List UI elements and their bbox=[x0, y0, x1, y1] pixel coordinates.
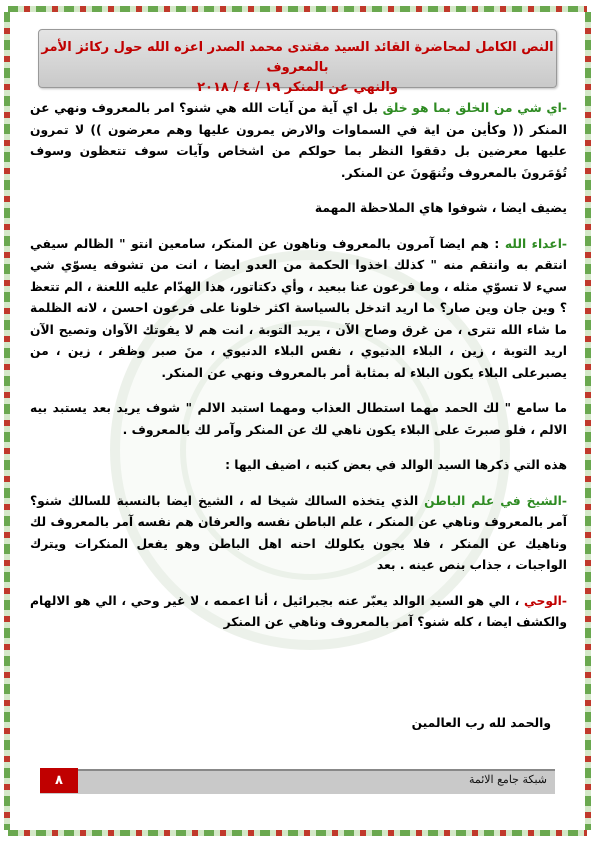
paragraph-5: هذه التي ذكرها السيد الوالد في بعض كتبه ، اضيف اليها : bbox=[225, 458, 567, 472]
decorative-border-right bbox=[585, 12, 591, 830]
paragraph-3-lead: -اعداء الله bbox=[504, 236, 568, 251]
paragraph-3 bbox=[30, 234, 567, 385]
page-number-badge: ٨ bbox=[40, 768, 78, 793]
paragraph-3-text: : هم ايضا آمرون بالمعروف وناهون عن المنكر، سامعين انتو " الظالم سيفي انتقم به وانتقم منه " كذلك اخذوا الحكمة من العدو ايضا ، انت من تشوفه يسوّي شي سيء لا تسوّي مثله ، وما فرعون عنا ببعيد ، وأي دكتاتور، هذا الهدّام عليه اللعنة ، الم تتعظ ؟ وين جان وين صار؟ ما اريد اتدخل بالسياسة اكثر خلونا على فرعون احسن ، لانه الظلمة ما شاء الله تترى ، من غرق وصاح الآن ، يريد التوبة ، انت هم لا يفوتك الآوان وتصيح الآن اريد التوبة ، زين ، البلاء الدنيوي ، نفس البلاء الدنيوي ، منَ صبر وظفر ، زين ، من يصبرعلى البلاء يكون البلاء له بمثابة أمر بالمعروف ونهي عن المنكر. bbox=[30, 236, 567, 380]
paragraph-7 bbox=[30, 591, 567, 634]
paragraph-1 bbox=[30, 98, 567, 184]
decorative-border-left bbox=[4, 12, 10, 830]
footer-title: شبكة جامع الائمة bbox=[468, 773, 547, 786]
paragraph-1-lead: -اي شي من الخلق بما هو خلق bbox=[382, 101, 568, 115]
document-header bbox=[38, 29, 557, 95]
paragraph-7-lead: -الوحي bbox=[524, 593, 567, 608]
paragraph-6 bbox=[30, 491, 567, 577]
paragraph-7-text: ، الي هو السيد الوالد يعبّر عنه بجبرائيل ، أنا اعممه ، لا غير وحي ، الي هو الالهام والكشف ايضا ، كله شنو؟ آمر بالمعروف وناهي عن المنكر bbox=[30, 593, 567, 629]
document-body bbox=[30, 98, 567, 648]
paragraph-2: يضيف ايضا ، شوفوا هاي الملاحظة المهمة bbox=[314, 201, 567, 215]
paragraph-6-text: الذي يتخذه السالك شيخا له ، الشيخ ايضا بالنسبة للسالك شنو؟ آمر بالمعروف وناهي عن المنكر ، علم الباطن نفسه والعرفان هم نفسه آمر بالمعروف لك وناهيك عن المنكر ، فلا يجون يكلولك احنه اهل الباطن وهو يفعل المنكرات ويترك الواجبات ، جذاب بنص عينه . بعد bbox=[30, 493, 567, 572]
header-title-line1: النص الكامل لمحاضرة القائد السيد مقتدى محمد الصدر اعزه الله حول ركائز الأمر بالمعروف bbox=[41, 40, 554, 75]
decorative-border-bottom bbox=[8, 830, 587, 836]
paragraph-4: ما سامع " لك الحمد مهما استطال العذاب ومهما استبد الالم " شوف يريد بعد يستبد بيه الالم ، فلو صبرتَ على البلاء يكون ناهي لك عن المنكر وآمر لك بالمعروف . bbox=[30, 401, 567, 437]
paragraph-6-lead: -الشيخ في علم الباطن bbox=[424, 493, 567, 508]
closing-line: والحمد لله رب العالمين bbox=[411, 716, 551, 730]
paragraph-1-text: بل اي آية من آيات الله هي شنو؟ امر بالمعروف ونهي عن المنكر (( وكأين من اية في السماوات والارض يمرون عليها وهم معرضون )) لا تمرون عليها معرضين بل دققوا النظر بما حولكم من اشخاص وآيات سوف تتعظون وسوف تُؤمَرونَ بالمعروف وتُنهَونَ عن المنكر. bbox=[30, 101, 567, 180]
decorative-border-top bbox=[8, 6, 587, 12]
header-title-line2: والنهي عن المنكر ١٩ / ٤ / ٢٠١٨ bbox=[197, 80, 398, 95]
